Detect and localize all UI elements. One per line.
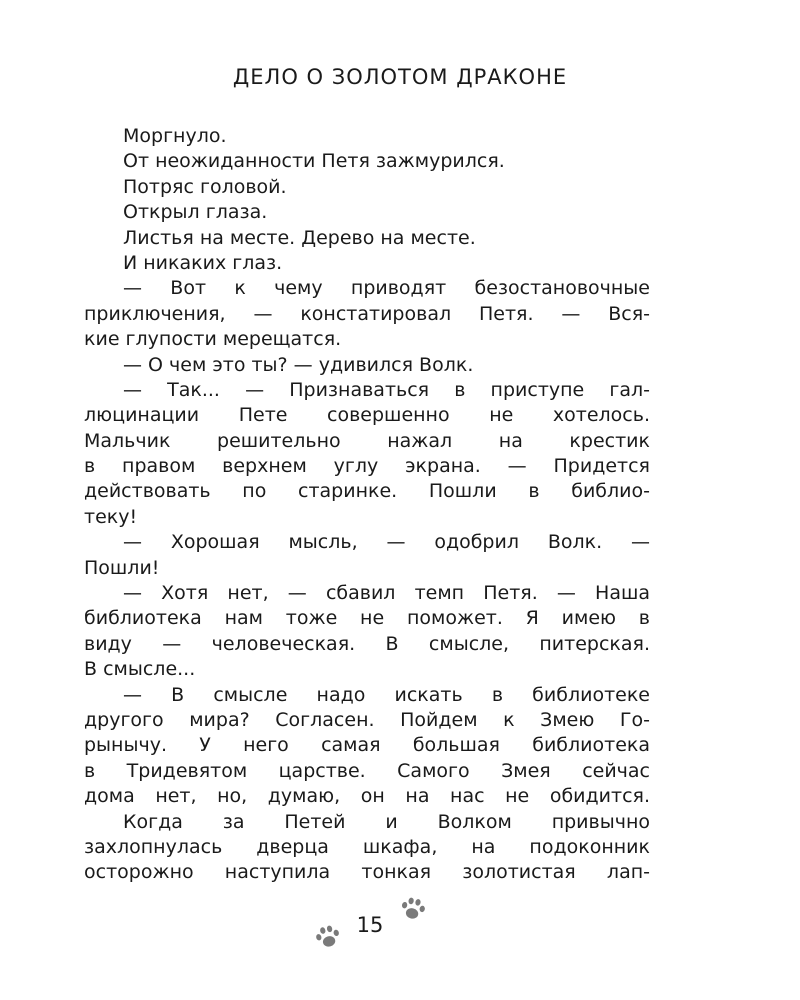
text-line: приключения, — констатировал Петя. — Вся-	[84, 302, 650, 325]
text-line: другого мира? Согласен. Пойдем к Змею Го-	[84, 708, 650, 731]
text-line: кие глупости мерещатся.	[84, 328, 342, 351]
paw-print-icon	[313, 924, 343, 950]
text-line: рынычу. У него самая большая библиотека	[84, 734, 650, 757]
page-number: 15	[356, 913, 384, 937]
text-line: захлопнулась дверца шкафа, на подоконник	[84, 835, 650, 858]
text-line: И никаких глаз.	[123, 251, 283, 274]
text-line: теку!	[84, 505, 138, 528]
text-line: люцинации Пете совершенно не хотелось.	[84, 404, 650, 427]
text-line: Листья на месте. Дерево на месте.	[123, 226, 476, 249]
text-line: виду — человеческая. В смысле, питерская.	[84, 632, 650, 655]
text-line: — О чем это ты? — удивился Волк.	[123, 353, 474, 376]
running-title: ДЕЛО О ЗОЛОТОМ ДРАКОНЕ	[232, 65, 568, 89]
text-line: От неожиданности Петя зажмурился.	[123, 150, 505, 173]
text-line: — Так... — Признаваться в приступе гал-	[123, 378, 650, 401]
text-line: библиотека нам тоже не поможет. Я имею в	[84, 607, 650, 630]
text-line: действовать по старинке. Пошли в библио-	[84, 480, 650, 503]
text-line: Потряс головой.	[123, 175, 287, 198]
text-line: — Вот к чему приводят безостановочные	[123, 277, 650, 300]
body-text	[84, 124, 650, 886]
text-line: Открыл глаза.	[123, 201, 268, 224]
text-line: Моргнуло.	[123, 125, 227, 147]
text-line: Пошли!	[84, 556, 160, 579]
text-line: дома нет, но, думаю, он на нас не обидится.	[84, 785, 650, 808]
text-line: — Хотя нет, — сбавил темп Петя. — Наша	[123, 582, 650, 605]
text-line: осторожно наступила тонкая золотистая лап-	[84, 861, 650, 884]
text-line: в Тридевятом царстве. Самого Змея сейчас	[84, 759, 650, 782]
text-line: Когда за Петей и Волком привычно	[123, 810, 650, 833]
text-line: — В смысле надо искать в библиотеке	[123, 683, 650, 706]
text-line: В смысле...	[84, 658, 196, 681]
paw-print-icon	[398, 896, 428, 922]
text-line: — Хорошая мысль, — одобрил Волк. —	[123, 531, 650, 554]
text-line: Мальчик решительно нажал на крестик	[84, 429, 650, 452]
text-line: в правом верхнем углу экрана. — Придется	[84, 455, 650, 478]
